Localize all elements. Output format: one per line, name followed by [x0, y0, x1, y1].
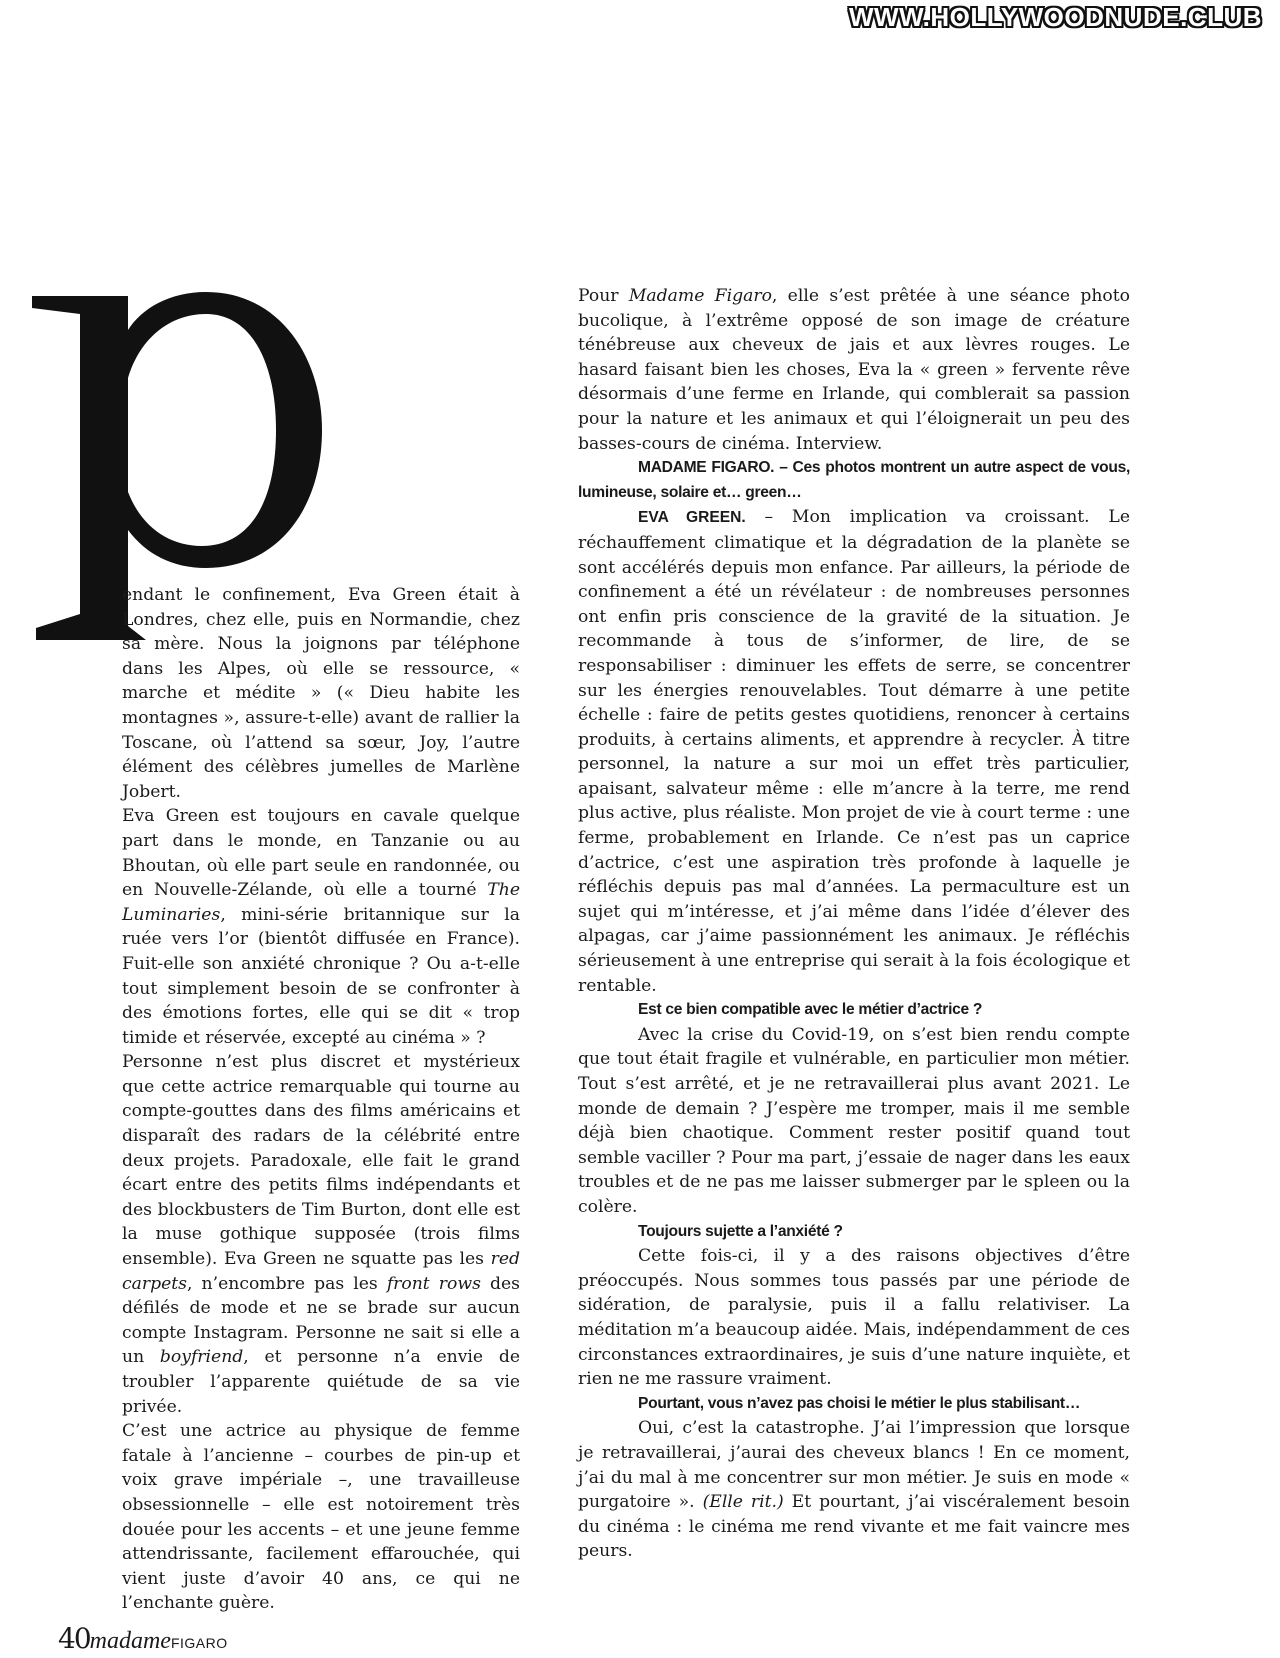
page-footer	[58, 1622, 228, 1655]
question-4: Pourtant, vous n’avez pas choisi le métier le plus stabilisant…	[638, 1394, 1081, 1412]
question-2: Est ce bien compatible avec le métier d’actrice ?	[638, 1001, 983, 1019]
interview-column	[578, 284, 1130, 1564]
question-3: Toujours sujette a l’anxiété ?	[638, 1222, 843, 1240]
answer-2: Avec la crise du Covid-19, on s’est bien rendu compte que tout était fragile et vulnérable, en particulier mon métier. Tout s’est arrêté, et je ne retravaillerai plus avant 2021. Le monde de demain ? J’espère me tromper, mais il me semble déjà bien chaotique. Comment rester positif quand tout semble vaciller ? Pour ma part, j’essaie de nager dans les eaux troubles et de ne pas me laisser submerger par le spleen ou la colère.	[578, 1024, 1130, 1217]
watermark: WWW.HOLLYWOODNUDE.CLUB	[849, 2, 1262, 32]
brand-madame: madame	[89, 1628, 171, 1654]
intro-paragraph-2: Eva Green est toujours en cavale quelque part dans le monde, en Tanzanie ou au Bhoutan, où elle part seule en randonnée, ou en Nouvelle-Zélande, où elle a tourné The Luminaries, mini-série britannique sur la ruée vers l’or (bientôt diffusée en France). Fuit-elle son anxiété chronique ? Ou a-t-elle tout simplement besoin de se confronter à des émotions fortes, elle qui se dit « trop timide et réservée, excepté au cinéma » ?	[122, 806, 520, 1048]
interview-intro: Pour Madame Figaro, elle s’est prêtée à une séance photo bucolique, à l’extrême opposé de son image de créature ténébreuse aux cheveux de jais et aux lèvres rouges. Le hasard faisant bien les choses, Eva la « green » fervente rêve désormais d’une ferme en Irlande, qui comblerait sa passion pour la nature et les animaux et qui l’éloignerait un peu des basses-cours de cinéma. Interview.	[578, 286, 1130, 454]
speaker-label: EVA GREEN.	[638, 509, 746, 527]
answer-3: Cette fois-ci, il y a des raisons objectives d’être préoccupés. Nous sommes tous passés par une période de sidération, de paralysie, puis il a fallu relativiser. La méditation m’a beaucoup aidée. Mais, indépendamment de ces circonstances extraordinaires, je suis d’une nature inquiète, et rien ne me rassure vraiment.	[578, 1246, 1130, 1390]
question-1: MADAME FIGARO. – Ces photos montrent un autre aspect de vous, lumineuse, solaire et… green…	[578, 459, 1130, 501]
intro-paragraph-3: Personne n’est plus discret et mystérieux que cette actrice remarquable qui tourne au compte-gouttes dans des films américains et disparaît des radars de la célébrité entre deux projets. Paradoxale, elle fait le grand écart entre des petits films indépendants et des blockbusters de Tim Burton, dont elle est la muse gothique supposée (trois films ensemble). Eva Green ne squatte pas les red carpets, n’encombre pas les front rows des défilés de mode et ne se brade sur aucun compte Instagram. Personne ne sait si elle a un boyfriend, et personne n’a envie de troubler l’apparente quiétude de sa vie privée.	[122, 1052, 520, 1417]
intro-paragraph-4: C’est une actrice au physique de femme fatale à l’ancienne – courbes de pin-up et voix grave impériale –, une travailleuse obsessionnelle – elle est notoirement très douée pour les accents – et une jeune femme attendrissante, facilement effarouchée, qui vient juste d’avoir 40 ans, ce qui ne l’enchante guère.	[122, 1421, 520, 1614]
intro-column	[122, 583, 520, 1616]
answer-4: Oui, c’est la catastrophe. J’ai l’impression que lorsque je retravaillerai, j’aurai des cheveux blancs ! En ce moment, j’ai du mal à me concentrer sur mon métier. Je suis en mode « purgatoire ». (Elle rit.) Et pourtant, j’ai viscéralement besoin du cinéma : le cinéma me rend vivante et me fait vaincre mes peurs.	[578, 1418, 1130, 1562]
intro-paragraph-1: endant le confinement, Eva Green était à Londres, chez elle, puis en Normandie, chez sa mère. Nous la joignons par téléphone dans les Alpes, où elle se ressource, « marche et médite » (« Dieu habite les montagnes », assure-t-elle) avant de rallier la Toscane, où l’attend sa sœur, Joy, l’autre élément des célèbres jumelles de Marlène Jobert.	[122, 585, 520, 802]
brand-figaro: FIGARO	[170, 1635, 228, 1651]
answer-1: EVA GREEN. – Mon implication va croissant. Le réchauffement climatique et la dégradation de la planète se sont accélérés depuis mon enfance. Par ailleurs, la période de confinement a été un révélateur : de nombreuses personnes ont enfin pris conscience de la gravité de la situation. Je recommande à tous de s’informer, de lire, de se responsabiliser : diminuer les effets de serre, se concentrer sur les énergies renouvelables. Tout démarre à une petite échelle : faire de petits gestes quotidiens, renoncer à certains produits, à certains aliments, et apprendre à recycler. À titre personnel, la nature a sur moi un effet très particulier, apaisant, salvateur même : elle m’ancre à la terre, me rend plus active, plus réaliste. Mon projet de vie à court terme : une ferme, probablement en Irlande. Ce n’est pas un caprice d’actrice, c’est une aspiration très profonde à laquelle je réfléchis depuis pas mal d’années. La permaculture est un sujet qui m’intéresse, et j’ai même dans l’idée d’élever des alpagas, car j’aime passionnément les animaux. Je réfléchis sérieusement à une entreprise qui serait à la fois écologique et rentable.	[578, 507, 1130, 996]
page-number: 40	[58, 1622, 90, 1655]
